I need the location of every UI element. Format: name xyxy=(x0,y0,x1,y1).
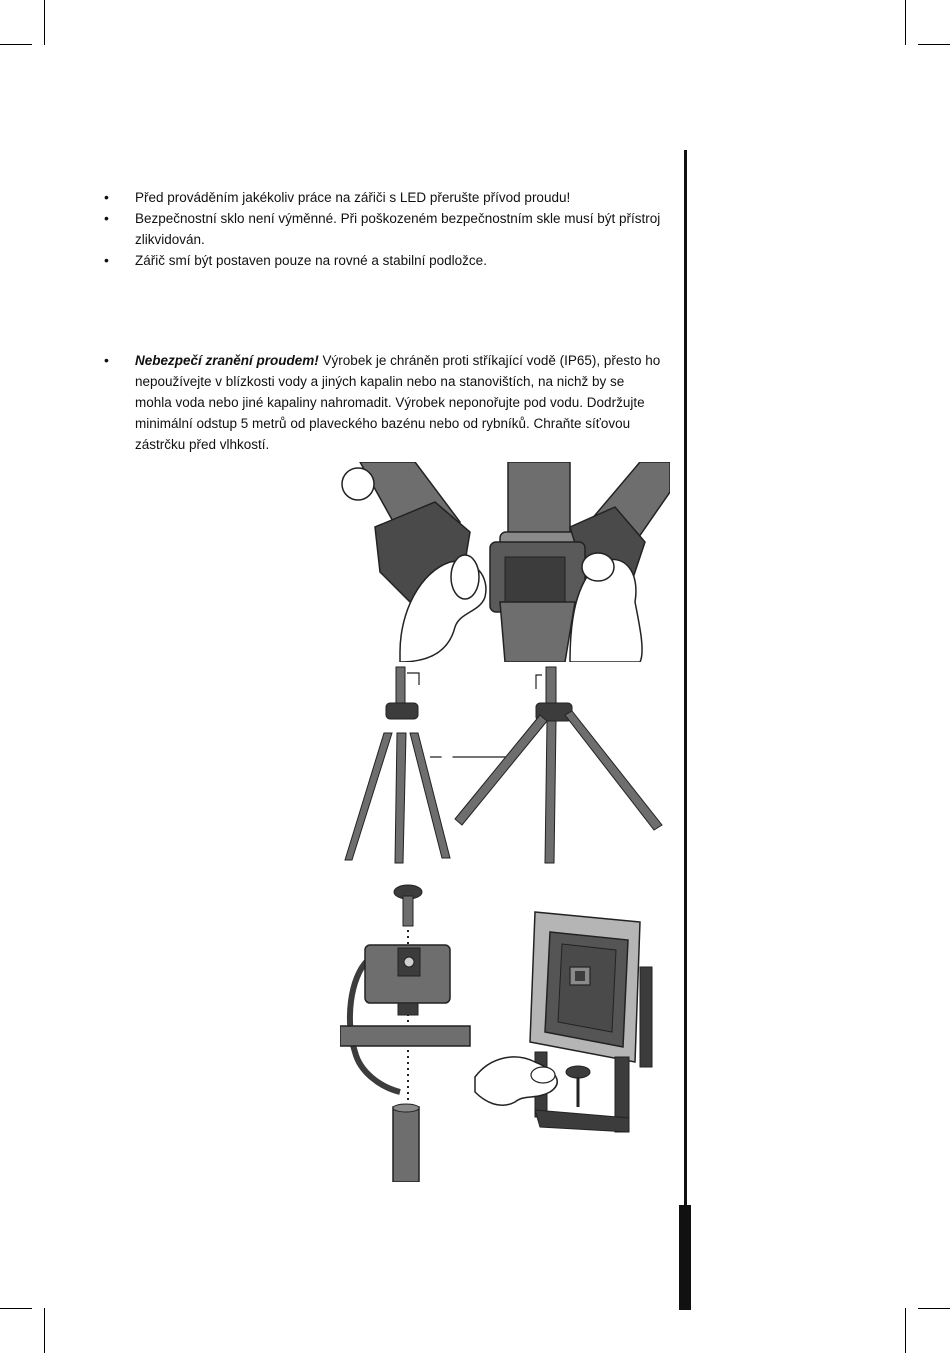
bullet-icon: • xyxy=(104,210,109,226)
tripod-folding-illustration xyxy=(340,665,670,870)
bullet-text: Před prováděním jakékoliv práce na zářiči s LED přerušte přívod proudu! xyxy=(135,190,571,205)
bullet-icon: • xyxy=(104,252,109,268)
list-item xyxy=(104,208,664,250)
list-item xyxy=(104,187,664,208)
crop-mark xyxy=(918,1308,950,1309)
crop-mark xyxy=(905,1308,906,1353)
tripod-hinge-illustration xyxy=(340,462,670,662)
list-item xyxy=(104,350,664,455)
crop-mark xyxy=(905,0,906,45)
margin-tab xyxy=(679,1205,691,1310)
warning-body: Výrobek je chráněn proti stříkající vodě (IP65), přesto ho nepoužívejte v blízkosti vody a jiných kapalin nebo na stanovištích, na nichž by se mohla voda nebo jiné kapaliny nahromadit. Výrobek neponořujte pod vodu. Dodržujte minimální odstup 5 metrů od plaveckého bazénu nebo od rybníků. Chraňte síťovou zástrčku před vlhkostí. xyxy=(135,353,661,452)
margin-rule xyxy=(684,150,687,1310)
bullet-text: Bezpečnostní sklo není výměnné. Při poškozeném bezpečnostním skle musí být přístroj zlikvidován. xyxy=(135,211,661,247)
list-item xyxy=(104,250,664,271)
crop-mark xyxy=(44,1308,45,1353)
safety-instructions xyxy=(104,187,664,271)
crop-mark xyxy=(918,44,950,45)
electrical-warning xyxy=(104,350,664,455)
crop-mark xyxy=(0,1308,32,1309)
crop-mark xyxy=(44,0,45,45)
warning-title: Nebezpečí zranění proudem! xyxy=(135,353,319,368)
bullet-text: Zářič smí být postaven pouze na rovné a stabilní podložce. xyxy=(135,253,487,268)
crop-mark xyxy=(0,44,32,45)
lamp-mounting-illustration xyxy=(340,882,670,1182)
bullet-icon: • xyxy=(104,352,109,368)
bullet-icon: • xyxy=(104,189,109,205)
